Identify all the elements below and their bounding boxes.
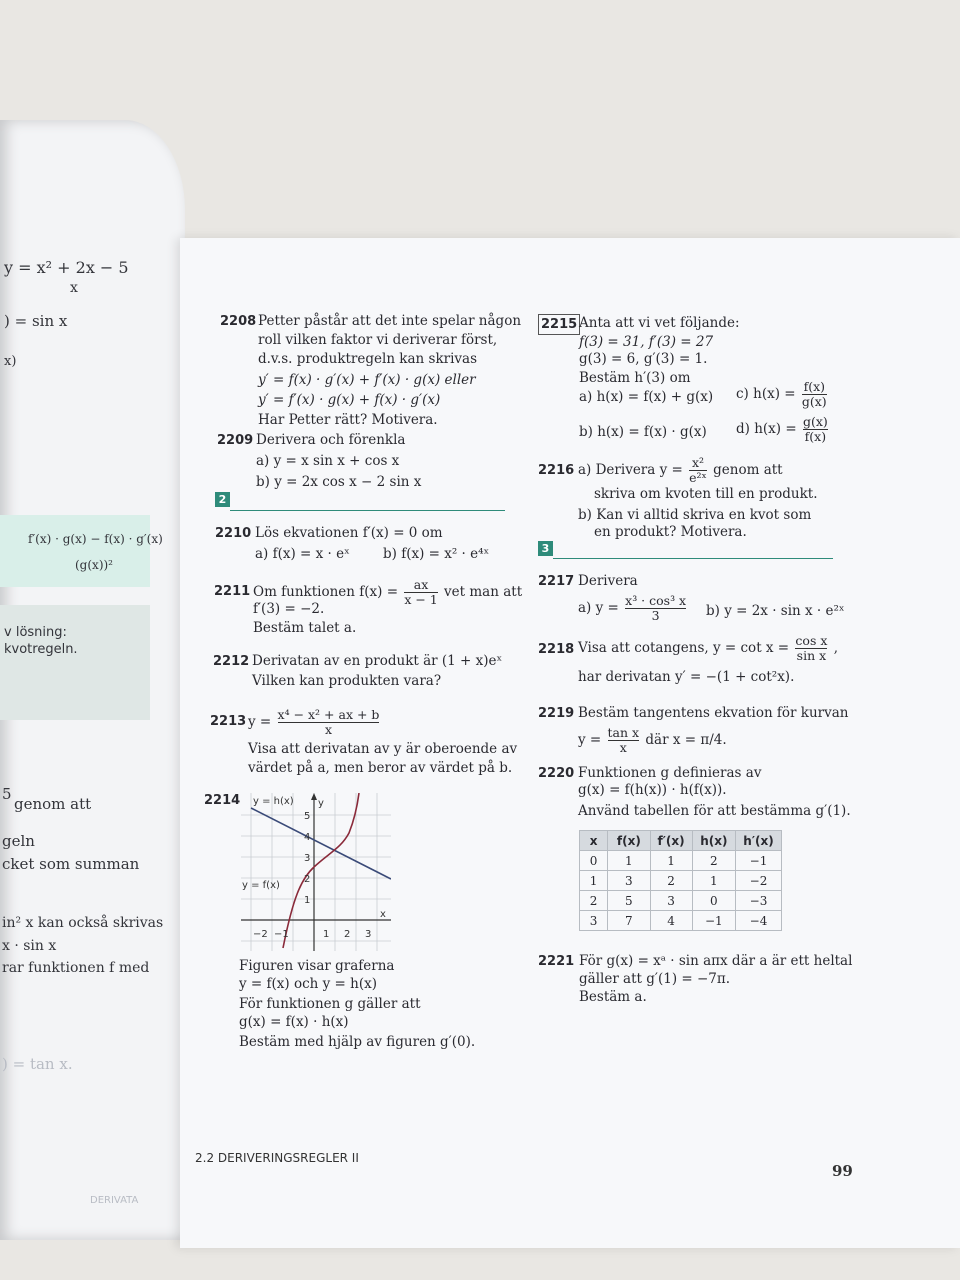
left-formula-3: x) [4,354,17,369]
problem-text: Lös ekvationen f′(x) = 0 om [255,525,443,541]
fraction-numerator: ax [413,577,429,592]
formula-box [0,515,150,587]
equation-suffix: där x = π/4. [645,732,727,748]
table-row [580,871,782,891]
fraction [404,578,437,607]
problem-text: Bestäm med hjälp av figuren g′(0). [239,1034,476,1050]
equation-prefix: y = [248,714,272,730]
table-header: h′(x) [736,831,782,851]
fraction-denominator: g(x) [801,394,827,409]
subproblem-a: a) y = x sin x + cos x [256,453,400,469]
function-graph [241,793,391,951]
fraction-numerator: g(x) [802,414,828,429]
equation-prefix: y = [578,732,602,748]
subproblem-a-prefix: a) Derivera y = [578,462,683,478]
table-cell: 3 [580,911,608,931]
left-text-7: rar funktionen f med [2,960,150,976]
fraction [278,708,380,737]
problem-text: g(x) = f(h(x)) · h(f(x)). [578,782,727,798]
table-cell: −2 [736,871,782,891]
problem-text: g(x) = f(x) · h(x) [239,1014,349,1030]
fraction-denominator: x [608,740,640,755]
problem-number: 2215 [538,314,580,335]
problem-text: Visa att derivatan av y är oberoende av [248,741,518,757]
left-formula-2: ) = sin x [4,312,68,330]
x-tick-label: −2 [253,929,268,940]
left-text-6: x · sin x [2,938,57,954]
table-header: x [580,831,608,851]
table-cell: 2 [580,891,608,911]
x-tick-label: 3 [365,929,372,940]
y-tick-label: 3 [304,853,311,864]
problem-number: 2217 [538,574,575,589]
problem-equation [578,634,838,663]
problem-text: Figuren visar graferna [239,958,395,974]
table-cell: 0 [692,891,735,911]
fraction-numerator: x³ · cos³ x [625,593,687,608]
table-cell: 1 [608,851,650,871]
table-header: f′(x) [650,831,692,851]
table-cell: 5 [608,891,650,911]
y-tick-label: 2 [304,874,311,885]
level-3-badge: 3 [538,541,553,556]
fraction [795,634,827,663]
fraction-numerator: f(x) [803,379,825,394]
table-cell: −1 [736,851,782,871]
subproblem-c-prefix: c) h(x) = [736,386,796,402]
fraction-numerator: x² [691,455,705,470]
problem-text: Anta att vi vet följande: [579,315,740,331]
problem-text: Bestäm a. [579,989,647,1005]
table-header-row [580,831,782,851]
problem-text: För g(x) = xᵃ · sin aπx där a är ett heltal [579,953,853,969]
problem-text: Petter påstår att det inte spelar någon [258,313,522,329]
subproblem-b: b) y = 2x · sin x · e²ˣ [706,603,845,619]
section-footer: 2.2 DERIVERINGSREGLER II [195,1151,359,1165]
subproblem-d [736,415,830,444]
problem-number: 2208 [220,314,257,329]
fraction-denominator: e²ˣ [689,470,707,485]
table-header: f(x) [608,831,650,851]
subproblem-b: b) f(x) = x² · e⁴ˣ [383,546,490,562]
page-number: 99 [832,1162,853,1180]
problem-text: Använd tabellen för att bestämma g′(1). [578,803,851,819]
problem-text: Derivera och förenkla [256,432,406,448]
product-rule-variant-1: y′ = f(x) · g′(x) + f′(x) · g(x) eller [258,372,476,388]
subproblem-a: a) h(x) = f(x) + g(x) [579,389,714,405]
problem-text: Derivatan av en produkt är (1 + x)eˣ [252,653,503,669]
subproblem-b: b) y = 2x cos x − 2 sin x [256,474,422,490]
equation-suffix: vet man att [444,584,523,600]
fraction [803,415,828,444]
level-divider [230,510,505,511]
h-curve-label: y = h(x) [253,796,294,807]
table-cell: 7 [608,911,650,931]
quotient-rule-numerator: f′(x) · g(x) − f(x) · g′(x) [28,532,163,546]
problem-number: 2209 [217,433,254,448]
table-cell: −4 [736,911,782,931]
left-text-3: geln [2,832,35,850]
problem-text: har derivatan y′ = −(1 + cot²x). [578,669,795,685]
product-rule-variant-2: y′ = f′(x) · g(x) + f(x) · g′(x) [258,392,441,408]
problem-equation [578,726,727,755]
subproblem-a-suffix: genom att [713,462,783,478]
left-text-1: 5 [2,785,12,803]
quotient-rule-denominator: (g(x))² [75,558,113,572]
table-cell: 2 [650,871,692,891]
table-header: h(x) [692,831,735,851]
problem-text: Funktionen g definieras av [578,765,762,781]
fraction-denominator: 3 [625,608,686,623]
problem-number: 2211 [214,584,251,599]
left-text-4: cket som summan [2,855,140,873]
left-page [0,120,185,1240]
left-solution-text: kvotregeln. [4,642,78,657]
fraction-numerator: cos x [795,633,828,648]
fraction [608,726,640,755]
problem-text: värdet på a, men beror av värdet på b. [248,760,513,776]
y-axis-arrow [311,793,317,800]
problem-text: roll vilken faktor vi deriverar först, [258,332,498,348]
left-formula-1-den: x [70,280,78,296]
fraction-denominator: x [278,722,380,737]
table-cell: 0 [580,851,608,871]
y-tick-label: 1 [304,895,311,906]
table-cell: −1 [692,911,735,931]
x-tick-label: 2 [344,929,351,940]
table-cell: 1 [580,871,608,891]
subproblem-d-prefix: d) h(x) = [736,421,797,437]
subproblem-b: b) Kan vi alltid skriva en kvot som [578,507,812,523]
fraction-denominator: f(x) [804,429,827,444]
fraction-denominator: sin x [796,648,827,663]
problem-number: 2214 [204,793,241,808]
problem-text: Vilken kan produkten vara? [252,673,442,689]
subproblem-a-prefix: a) y = [578,600,619,616]
problem-number: 2220 [538,766,575,781]
table-cell: −3 [736,891,782,911]
left-text-5: in² x kan också skrivas [2,915,164,931]
problem-text: y = f(x) och y = h(x) [239,976,377,992]
fraction [802,380,827,409]
problem-text: Bestäm tangentens ekvation för kurvan [578,705,849,721]
problem-text: För funktionen g gäller att [239,996,421,1012]
table-cell: 1 [650,851,692,871]
table-cell: 2 [692,851,735,871]
problem-text: Bestäm talet a. [253,620,357,636]
subproblem-a: a) f(x) = x · eˣ [255,546,350,562]
given-values: f(3) = 31, f′(3) = 27 [579,334,714,350]
equation-prefix: Visa att cotangens, y = cot x = [578,640,790,656]
problem-text: en produkt? Motivera. [594,524,747,540]
values-table [579,830,782,931]
subproblem-c [736,380,829,409]
problem-number: 2221 [538,954,575,969]
fraction-denominator: x − 1 [404,592,438,607]
x-tick-label: −1 [274,929,289,940]
graph-grid [241,793,391,951]
fraction [625,594,686,623]
problem-number: 2210 [215,526,252,541]
left-text-2: genom att [14,795,92,813]
left-formula-1: y = x² + 2x − 5 [4,258,129,277]
problem-number: 2213 [210,714,247,729]
subproblem-a [578,456,783,485]
solution-box [0,605,150,720]
table-cell: 3 [650,891,692,911]
left-text-8: ) = tan x. [2,1055,73,1073]
table-row [580,911,782,931]
problem-number: 2219 [538,706,575,721]
problem-text: skriva om kvoten till en produkt. [594,486,818,502]
problem-equation [248,708,381,737]
table-cell: 4 [650,911,692,931]
table-row [580,851,782,871]
equation-suffix: , [833,640,838,656]
f-curve-label: y = f(x) [242,880,280,891]
x-axis-label: x [380,909,386,920]
subproblem-b: b) h(x) = f(x) · g(x) [579,424,707,440]
given-values: g(3) = 6, g′(3) = 1. [579,351,708,367]
problem-text: Har Petter rätt? Motivera. [258,412,438,428]
problem-text: d.v.s. produktregeln kan skrivas [258,351,477,367]
problem-text: f′(3) = −2. [253,601,325,617]
problem-number: 2216 [538,463,575,478]
y-tick-label: 5 [304,811,311,822]
table-row [580,891,782,911]
right-page [180,238,960,1248]
problem-text: Bestäm h′(3) om [579,370,691,386]
problem-text: Derivera [578,573,638,589]
fraction-numerator: x⁴ − x² + ax + b [277,707,380,722]
fraction [689,456,707,485]
table-cell: 1 [692,871,735,891]
level-divider [553,558,833,559]
left-chapter-label: DERIVATA [90,1195,139,1206]
left-solution-label: v lösning: [4,625,67,640]
f-curve [283,793,359,948]
y-tick-label: 4 [304,832,311,843]
fraction-numerator: tan x [607,725,640,740]
level-2-badge: 2 [215,492,230,507]
table-cell: 3 [608,871,650,891]
problem-text: gäller att g′(1) = −7π. [579,971,731,987]
x-tick-label: 1 [323,929,330,940]
subproblem-a [578,594,688,623]
equation-prefix: Om funktionen f(x) = [253,584,399,600]
problem-number: 2212 [213,654,250,669]
y-axis-label: y [318,798,324,809]
problem-number: 2218 [538,642,575,657]
